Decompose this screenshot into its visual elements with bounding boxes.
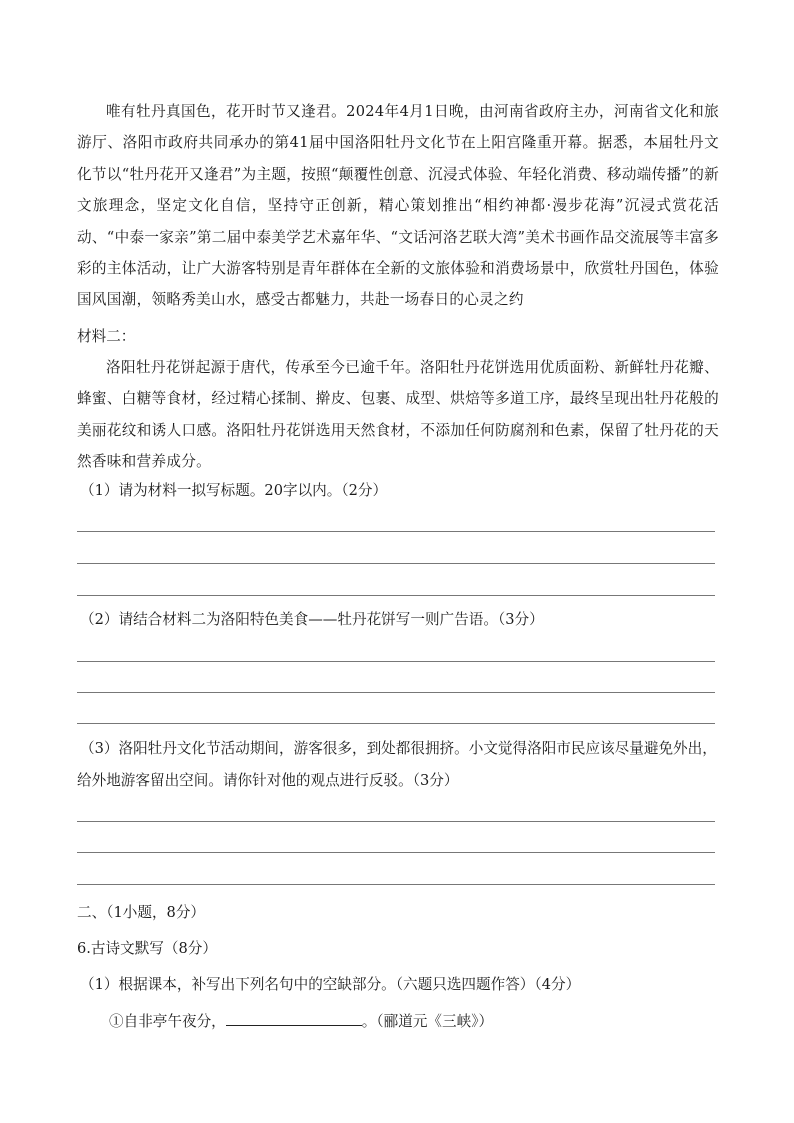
material2-heading: 材料二： xyxy=(77,328,136,345)
material1-paragraph: 唯有牡丹真国色，花开时节又逢君。2024年4月1日晚，由河南省政府主办，河南省文化和旅游厅、洛阳市政府共同承办的第41届中国洛阳牡丹文化节在上阳宫隆重开幕。据悉，本届牡丹文化节以“牡丹花开又逢君”为主题，按照“颠覆性创意、沉浸式体验、年轻化消费、移动端传播”的新文旅理念，坚定文化自信，坚持守正创新，精心策划推出“相约神都·漫步花海”沉浸式赏花活动、“中泰一家亲”第二届中泰美学艺术嘉年华、“文话河洛艺联大湾”美术书画作品交流展等丰富多彩的主体活动，让广大游客特别是青年群体在全新的文旅体验和消费场景中，欣赏牡丹国色，体验国风国潮，领略秀美山水，感受古都魅力，共赴一场春日的心灵之约 xyxy=(77,103,719,309)
answer-line-1c[interactable] xyxy=(77,595,715,596)
answer-line-3b[interactable] xyxy=(77,852,715,853)
material2-paragraph: 洛阳牡丹花饼起源于唐代，传承至今已逾千年。洛阳牡丹花饼选用优质面粉、新鲜牡丹花瓣、蜂蜜、白糖等食材，经过精心揉制、擀皮、包裹、成型、烘焙等多道工序，最终呈现出牡丹花般的美丽花纹和诱人口感。洛阳牡丹花饼选用天然食材，不添加任何防腐剂和色素，保留了牡丹花的天然香味和营养成分。 xyxy=(77,359,719,471)
answer-line-3c[interactable] xyxy=(77,884,715,885)
question-6-sub1: （1）根据课本，补写出下列名句中的空缺部分。（六题只选四题作答）（4分） xyxy=(80,976,581,993)
question-1: （1）请为材料一拟写标题。20字以内。（2分） xyxy=(80,482,388,499)
fill-in-item-1 xyxy=(109,1011,493,1032)
fill-in-blank-1[interactable] xyxy=(226,1011,362,1026)
fill-in-item-1-suffix: 。（郦道元《三峡》） xyxy=(361,1013,494,1030)
question-3-line1: （3）洛阳牡丹文化节活动期间，游客很多，到处都很拥挤。小文觉得洛阳市民应该尽量避免外出， xyxy=(80,740,717,757)
question-6-title: 6.古诗文默写（8分） xyxy=(77,940,217,957)
answer-line-1b[interactable] xyxy=(77,563,715,564)
section-2-title: 二、（1小题，8分） xyxy=(77,904,206,921)
answer-line-2b[interactable] xyxy=(77,692,715,693)
answer-line-2a[interactable] xyxy=(77,661,715,662)
answer-line-1a[interactable] xyxy=(77,531,715,532)
answer-line-3a[interactable] xyxy=(77,821,715,822)
question-2: （2）请结合材料二为洛阳特色美食——牡丹花饼写一则广告语。（3分） xyxy=(80,611,544,628)
fill-in-item-1-prefix: ①自非亭午夜分， xyxy=(109,1013,226,1030)
answer-line-2c[interactable] xyxy=(77,723,715,724)
question-3-line2: 给外地游客留出空间。请你针对他的观点进行反驳。（3分） xyxy=(77,772,459,789)
